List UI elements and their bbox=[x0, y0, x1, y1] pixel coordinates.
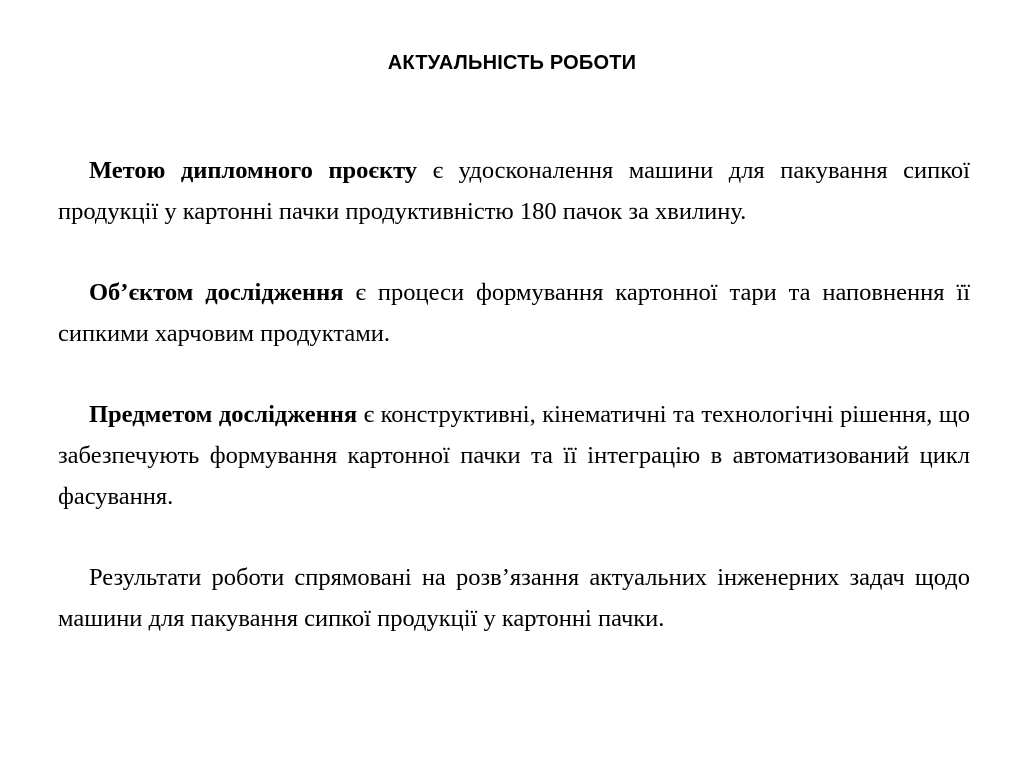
paragraph-goal-term: Метою дипломного проєкту bbox=[89, 157, 418, 184]
paragraph-subject-term: Предметом дослідження bbox=[89, 401, 358, 428]
paragraph-object bbox=[58, 272, 970, 354]
paragraph-results bbox=[58, 557, 970, 639]
paragraph-subject bbox=[58, 394, 970, 517]
paragraph-object-text: є процеси формування картонної тари та наповнення її сипкими харчовим продуктами. bbox=[58, 279, 970, 347]
slide-content bbox=[58, 150, 970, 639]
paragraph-goal-text: є удосконалення машини для пакування сипкої продукції у картонні пачки продуктивністю 180 пачок за хвилину. bbox=[58, 157, 970, 225]
paragraph-subject-text: є конструктивні, кінематичні та технологічні рішення, що забезпечують формування картонної пачки та її інтеграцію в автоматизований цикл фасування. bbox=[58, 401, 971, 510]
paragraph-results-text: Результати роботи спрямовані на розв’язання актуальних інженерних задач щодо машини для пакування сипкої продукції у картонні пачки. bbox=[58, 564, 970, 632]
paragraph-object-term: Об’єктом дослідження bbox=[89, 279, 344, 306]
slide-title: АКТУАЛЬНІСТЬ РОБОТИ bbox=[387, 52, 637, 74]
paragraph-goal bbox=[58, 150, 970, 232]
